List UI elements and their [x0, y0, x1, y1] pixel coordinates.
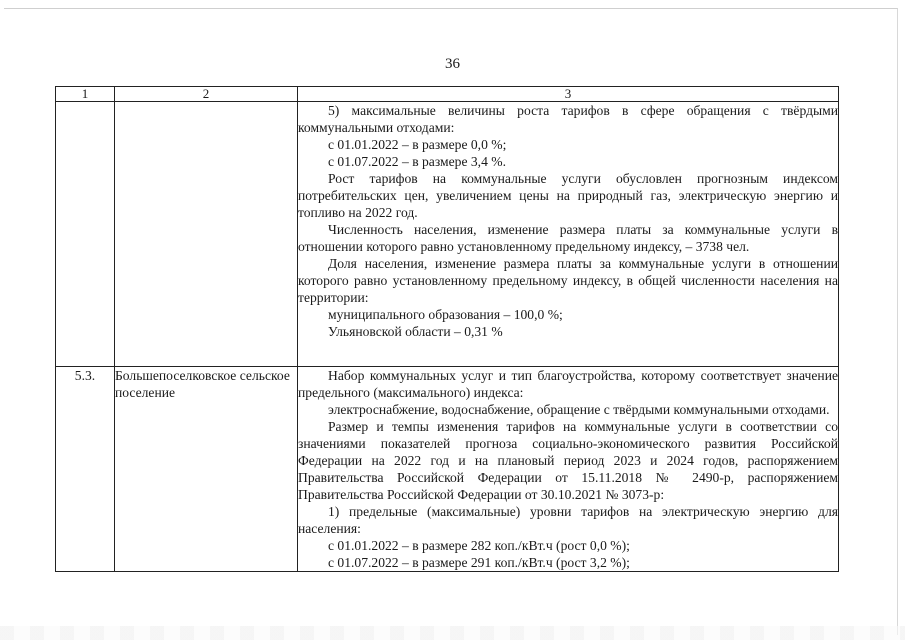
page-number: 36 — [445, 56, 460, 72]
paragraph: Размер и темпы изменения тарифов на коммунальные услуги в соответствии со значениями показателей прогноза социально-экономического развития Российской Федерации на 2022 год и на плановый период 2023 и 2024 годов, распоряжением Правительства Российской Федерации от 15.11.2018 № 2490-р, распоряжением Правительства Российской Федерации от 30.10.2021 № 3073-р: — [298, 419, 838, 502]
column-header-2: 2 — [115, 87, 298, 102]
scan-edge-artifact — [0, 626, 905, 640]
paragraph: с 01.01.2022 – в размере 282 коп./кВт.ч (рост 0,0 %); — [328, 538, 630, 553]
paragraph: Рост тарифов на коммунальные услуги обусловлен прогнозным индексом потребительских цен, увеличением цены на природный газ, электрическую энергию и топливо на 2022 год. — [298, 171, 838, 220]
paragraph: 1) предельные (максимальные) уровни тарифов на электрическую энергию для населения: — [298, 504, 838, 536]
paragraph: Численность населения, изменение размера платы за коммунальные услуги в отношении которого равно установленному предельному индексу, – 3738 чел. — [298, 222, 838, 254]
paragraph: Ульяновской области – 0,31 % — [328, 324, 503, 339]
paragraph: муниципального образования – 100,0 %; — [328, 307, 563, 322]
paragraph: Доля населения, изменение размера платы за коммунальные услуги в отношении которого равно установленному предельному индексу, в общей численности населения на территории: — [298, 256, 838, 305]
row-number-cell — [56, 102, 115, 367]
paragraph: с 01.07.2022 – в размере 3,4 %. — [328, 154, 506, 169]
document-table — [55, 86, 839, 572]
table-row — [56, 102, 839, 367]
row-name-cell: Большепоселковское сельское поселение — [115, 367, 298, 572]
column-header-3: 3 — [298, 87, 839, 102]
column-header-1: 1 — [56, 87, 115, 102]
row-content-cell — [298, 367, 839, 572]
paragraph: с 01.01.2022 – в размере 0,0 %; — [328, 137, 507, 152]
paragraph: 5) максимальные величины роста тарифов в сфере обращения с твёрдыми коммунальными отходами: — [298, 103, 838, 135]
paragraph: с 01.07.2022 – в размере 291 коп./кВт.ч (рост 3,2 %); — [328, 555, 630, 570]
row-name-cell — [115, 102, 298, 367]
table-row — [56, 367, 839, 572]
row-number-cell: 5.3. — [56, 367, 115, 572]
row-content-cell — [298, 102, 839, 367]
paragraph: электроснабжение, водоснабжение, обращение с твёрдыми коммунальными отходами. — [328, 402, 830, 417]
table-header-row — [56, 87, 839, 102]
paragraph: Набор коммунальных услуг и тип благоустройства, которому соответствует значение предельного (максимального) индекса: — [298, 368, 838, 400]
